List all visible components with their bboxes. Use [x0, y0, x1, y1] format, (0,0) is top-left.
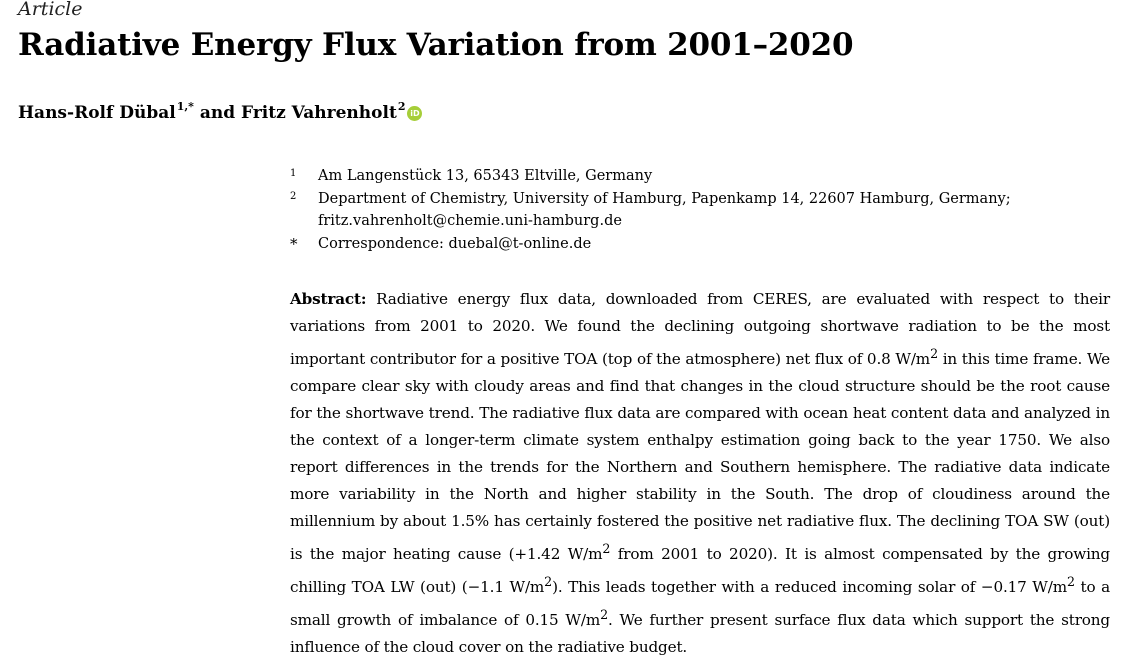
abstract-text: from 2001 to 2020). It is almost compensated by the growing chilling TOA LW (out) (−1.1 W/m [290, 545, 1110, 597]
article-title: Radiative Energy Flux Variation from 2001–2020 [18, 27, 854, 63]
abstract-text: in this time frame. We compare clear sky with cloudy areas and find that changes in the cloud structure should be the root cause for the shortwave trend. The radiative flux data are compared with ocean heat content data and analyzed in the context of a longer-term climate system enthalpy estimation going back to the year 1750. We also report differences in the trends for the Northern and Southern hemisphere. The radiative data indicate more variability in the North and higher stability in the South. The drop of cloudiness around the millennium by about 1.5% has certainly fostered the positive net radiative flux. The declining TOA SW (out) is the major heating cause (+1.42 W/m [290, 350, 1111, 564]
affiliation-text: Am Langenstück 13, 65343 Eltville, Germany [318, 168, 653, 184]
superscript: 2 [1066, 574, 1075, 590]
abstract-text: Radiative energy flux data, downloaded from CERES, are evaluated with respect to their variations from 2001 to 2020. We found the declining outgoing shortwave radiation to be the most important contributor for a positive TOA (top of the atmosphere) net flux of 0.8 W/m [290, 290, 1110, 369]
abstract-text: ). This leads together with a reduced incoming solar of −0.17 W/m [552, 578, 1067, 597]
affiliation-line: Department of Chemistry, University of Hamburg, Papenkamp 14, 22607 Hamburg, Germany; [318, 190, 1011, 207]
affiliation-item [290, 188, 1110, 233]
author-connector: and [193, 103, 242, 123]
article-type-label: Article [18, 0, 83, 20]
abstract-label: Abstract: [290, 290, 367, 308]
affiliations-list [290, 165, 1110, 255]
affiliation-number: 2 [290, 190, 297, 202]
correspondence-mark: * [290, 234, 298, 253]
affiliation-number: 1 [290, 168, 297, 179]
abstract-text: . We further present surface flux data which support the strong influence of the cloud cover on the radiative budget. [290, 611, 1110, 657]
superscript: 2 [602, 541, 611, 557]
author-affiliation-mark: 1,* [176, 100, 194, 113]
superscript: 2 [930, 346, 938, 361]
author-affiliation-mark: 2 [397, 100, 406, 113]
affiliation-email-link[interactable]: fritz.vahrenholt@chemie.uni-hamburg.de [318, 213, 622, 229]
abstract-paragraph [290, 286, 1110, 661]
abstract-text: to a small growth of imbalance of 0.15 W/m [290, 578, 1110, 630]
affiliation-item [290, 233, 1110, 256]
author-name[interactable]: Fritz Vahrenholt [241, 103, 397, 123]
correspondence-text: Correspondence: duebal@t-online.de [318, 235, 592, 252]
affiliation-item [290, 165, 1110, 188]
author-name[interactable]: Hans-Rolf Dübal [18, 103, 176, 123]
author-list [18, 101, 422, 125]
orcid-icon[interactable]: iD [407, 106, 422, 121]
affiliation-text [318, 188, 1110, 233]
superscript: 2 [544, 574, 553, 590]
superscript: 2 [600, 607, 608, 623]
